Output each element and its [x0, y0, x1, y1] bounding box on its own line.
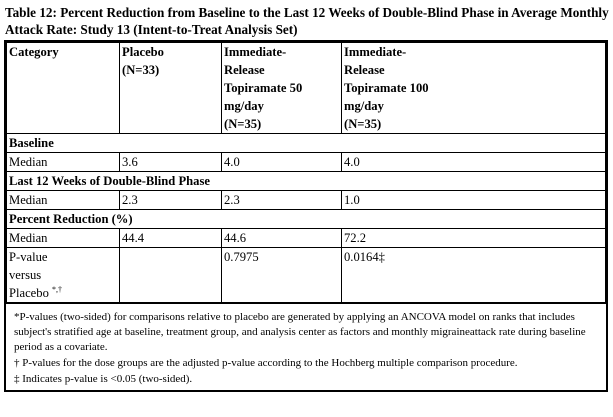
header-ir100-line-2: Release [344, 63, 385, 77]
section-percent [7, 210, 606, 229]
header-placebo [120, 43, 222, 134]
row-label: Median [7, 229, 120, 248]
cell-ir50: 4.0 [222, 153, 342, 172]
header-ir50-line-3: Topiramate 50 [224, 81, 303, 95]
pvalue-label-line-2: versus [9, 268, 42, 282]
pvalue-label-line-3 [9, 284, 117, 302]
row-label-pvalue [7, 248, 120, 303]
header-ir100-line-5: (N=35) [344, 117, 382, 131]
header-ir50-line-4: mg/day [224, 99, 264, 113]
footnotes [6, 303, 606, 390]
header-ir100 [342, 43, 606, 134]
row-label: Median [7, 191, 120, 210]
header-ir50-line-5: (N=35) [224, 117, 262, 131]
cell-ir100: 4.0 [342, 153, 606, 172]
footnote-star: *P-values (two-sided) for comparisons relative to placebo are generated by applying an ANCOVA model on ranks that includes subject's stratified age at baseline, treatment group, and analysis center as factors and monthly migraineattack rate during baseline period as a covariate. [14, 311, 586, 353]
cell-ir50: 44.6 [222, 229, 342, 248]
header-ir100-line-1: Immediate- [344, 45, 407, 59]
header-ir50-line-1: Immediate- [224, 45, 287, 59]
cell-placebo [120, 248, 222, 303]
section-percent-label: Percent Reduction (%) [7, 210, 606, 229]
header-placebo-line-1: Placebo [122, 45, 164, 59]
header-ir50 [222, 43, 342, 134]
cell-ir50: 2.3 [222, 191, 342, 210]
cell-placebo: 2.3 [120, 191, 222, 210]
footnote-dagger: † P-values for the dose groups are the adjusted p-value according to the Hochberg multiple comparison procedure. [14, 357, 518, 369]
header-placebo-line-2: (N=33) [122, 63, 160, 77]
pvalue-label-line-1: P-value [9, 250, 48, 264]
section-last12 [7, 172, 606, 191]
header-ir100-line-4: mg/day [344, 99, 384, 113]
cell-ir100: 72.2 [342, 229, 606, 248]
header-row [7, 43, 606, 134]
row-label: Median [7, 153, 120, 172]
cell-placebo: 44.4 [120, 229, 222, 248]
pvalue-label-footnote-marks: *,† [52, 284, 63, 294]
table-row [7, 191, 606, 210]
header-ir100-line-3: Topiramate 100 [344, 81, 429, 95]
results-table [6, 42, 606, 303]
table-row-pvalue [7, 248, 606, 303]
footnote-ddagger: ‡ Indicates p-value is <0.05 (two-sided). [14, 373, 193, 385]
header-category: Category [7, 43, 120, 134]
header-ir50-line-2: Release [224, 63, 265, 77]
cell-ir100: 0.0164‡ [342, 248, 606, 303]
table-row [7, 153, 606, 172]
section-baseline-label: Baseline [7, 134, 606, 153]
table-title: Table 12: Percent Reduction from Baseline to the Last 12 Weeks of Double-Blind Phase in Average Monthly Attack Rate: Study 13 (Intent-to-Treat Analysis Set) [5, 5, 609, 37]
table-row [7, 229, 606, 248]
section-baseline [7, 134, 606, 153]
cell-placebo: 3.6 [120, 153, 222, 172]
table-frame [4, 40, 608, 392]
section-last12-label: Last 12 Weeks of Double-Blind Phase [7, 172, 606, 191]
cell-ir50: 0.7975 [222, 248, 342, 303]
cell-ir100: 1.0 [342, 191, 606, 210]
pvalue-label-text: Placebo [9, 286, 49, 300]
